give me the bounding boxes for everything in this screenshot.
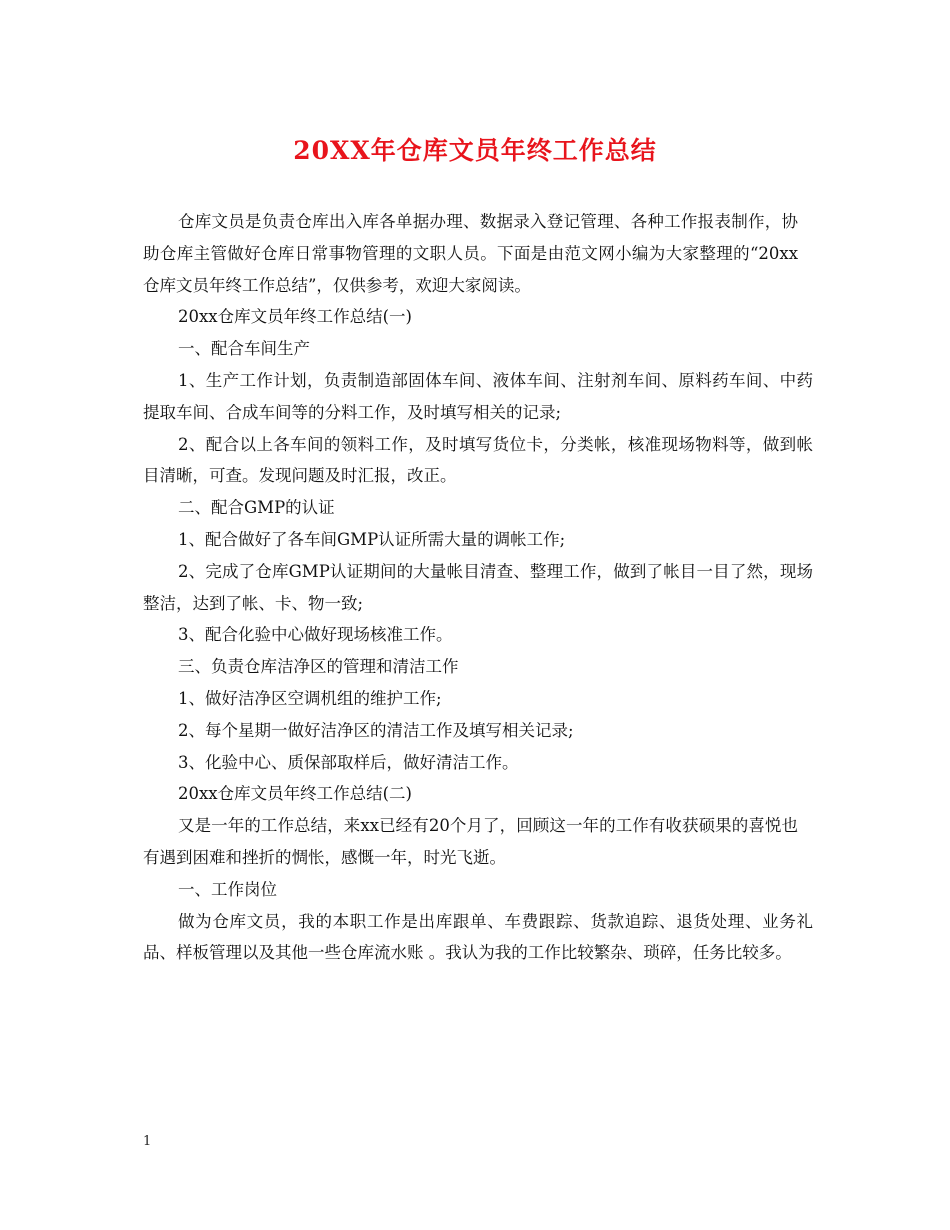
paragraph-item: 1、配合做好了各车间GMP认证所需大量的调帐工作; xyxy=(178,529,566,549)
page-number: 1 xyxy=(143,1134,152,1149)
paragraph-item: 2、配合以上各车间的领料工作，及时填写货位卡，分类帐，核准现场物料等，做到帐目清晰，可查。发现问题及时汇报，改正。 xyxy=(143,434,813,486)
paragraph-item: 1、生产工作计划，负责制造部固体车间、液体车间、注射剂车间、原料药车间、中药提取车间、合成车间等的分料工作，及时填写相关的记录; xyxy=(143,370,813,422)
paragraph-heading: 三、负责仓库洁净区的管理和清洁工作 xyxy=(178,657,459,677)
paragraph-text: 做为仓库文员，我的本职工作是出库跟单、车费跟踪、货款追踪、退货处理、业务礼品、样板管理以及其他一些仓库流水账 。我认为我的工作比较繁杂、琐碎，任务比较多。 xyxy=(143,911,813,963)
paragraph-item: 1、做好洁净区空调机组的维护工作; xyxy=(178,688,442,708)
paragraph-item: 2、完成了仓库GMP认证期间的大量帐目清查、整理工作，做到了帐目一目了然，现场整洁，达到了帐、卡、物一致; xyxy=(143,561,813,613)
paragraph-heading: 一、工作岗位 xyxy=(178,879,277,899)
paragraph-heading: 二、配合GMP的认证 xyxy=(178,498,335,518)
paragraph-heading: 一、配合车间生产 xyxy=(178,339,310,359)
document-title: 20XX年仓库文员年终工作总结 xyxy=(293,136,657,165)
paragraph-text: 又是一年的工作总结，来xx已经有20个月了，回顾这一年的工作有收获硕果的喜悦也有遇到困难和挫折的惆怅，感慨一年，时光飞逝。 xyxy=(143,816,798,867)
paragraph-section-heading: 20xx仓库文员年终工作总结(二) xyxy=(178,784,412,804)
paragraph-item: 3、配合化验中心做好现场核准工作。 xyxy=(178,625,453,645)
paragraph-intro: 仓库文员是负责仓库出入库各单据办理、数据录入登记管理、各种工作报表制作，协助仓库主管做好仓库日常事物管理的文职人员。下面是由范文网小编为大家整理的“20xx仓库文员年终工作总结”，仅供参考，欢迎大家阅读。 xyxy=(143,212,798,295)
paragraph-item: 2、每个星期一做好洁净区的清洁工作及填写相关记录; xyxy=(178,720,574,740)
paragraph-item: 3、化验中心、质保部取样后，做好清洁工作。 xyxy=(178,752,519,772)
document-body xyxy=(143,206,813,969)
paragraph-section-heading: 20xx仓库文员年终工作总结(一) xyxy=(178,307,412,327)
